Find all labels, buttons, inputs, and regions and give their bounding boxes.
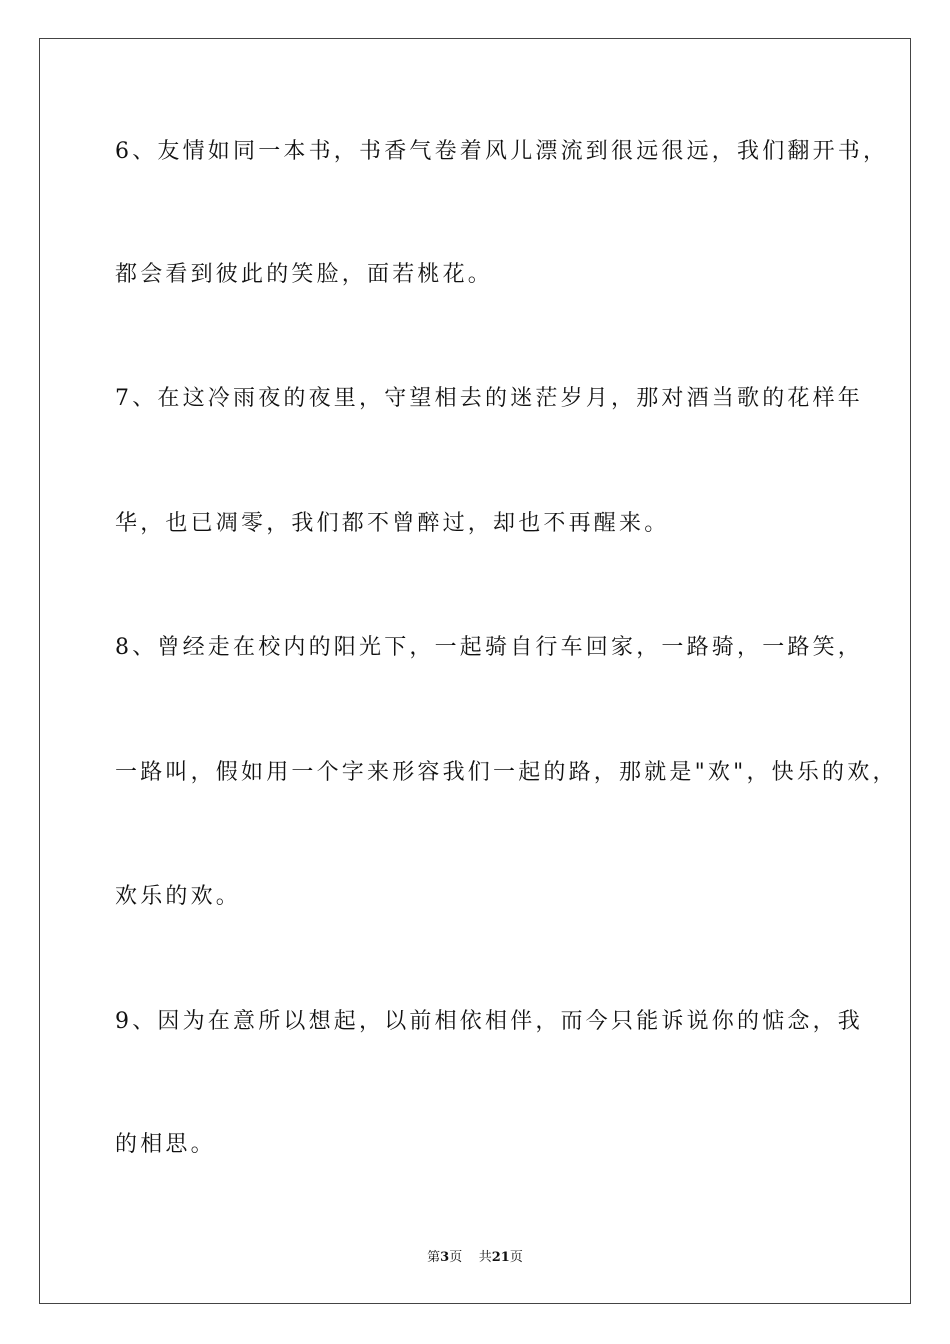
page-border <box>39 38 911 1304</box>
text-line-7: 欢乐的欢。 <box>115 884 242 909</box>
total-pages: 21 <box>491 1250 510 1265</box>
text-line-5: 8、曾经走在校内的阳光下，一起骑自行车回家，一路骑，一路笑， <box>115 635 863 660</box>
page-prefix: 第 <box>427 1250 441 1265</box>
text-line-6: 一路叫，假如用一个字来形容我们一起的路，那就是"欢"，快乐的欢， <box>115 760 898 785</box>
text-line-4: 华，也已凋零，我们都不曾醉过，却也不再醒来。 <box>115 511 670 536</box>
page-number: 3 <box>440 1250 450 1265</box>
text-line-2: 都会看到彼此的笑脸，面若桃花。 <box>115 262 494 287</box>
text-line-9: 的相思。 <box>115 1132 216 1157</box>
text-line-1: 6、友情如同一本书，书香气卷着风儿漂流到很远很远，我们翻开书， <box>115 139 889 164</box>
page-footer <box>0 1246 950 1265</box>
total-suffix: 页 <box>509 1250 523 1265</box>
total-prefix: 共 <box>478 1250 492 1265</box>
text-line-3: 7、在这冷雨夜的夜里，守望相去的迷茫岁月，那对酒当歌的花样年 <box>115 386 863 411</box>
text-line-8: 9、因为在意所以想起，以前相依相伴，而今只能诉说你的惦念，我 <box>115 1009 863 1034</box>
page-suffix: 页 <box>449 1250 463 1265</box>
